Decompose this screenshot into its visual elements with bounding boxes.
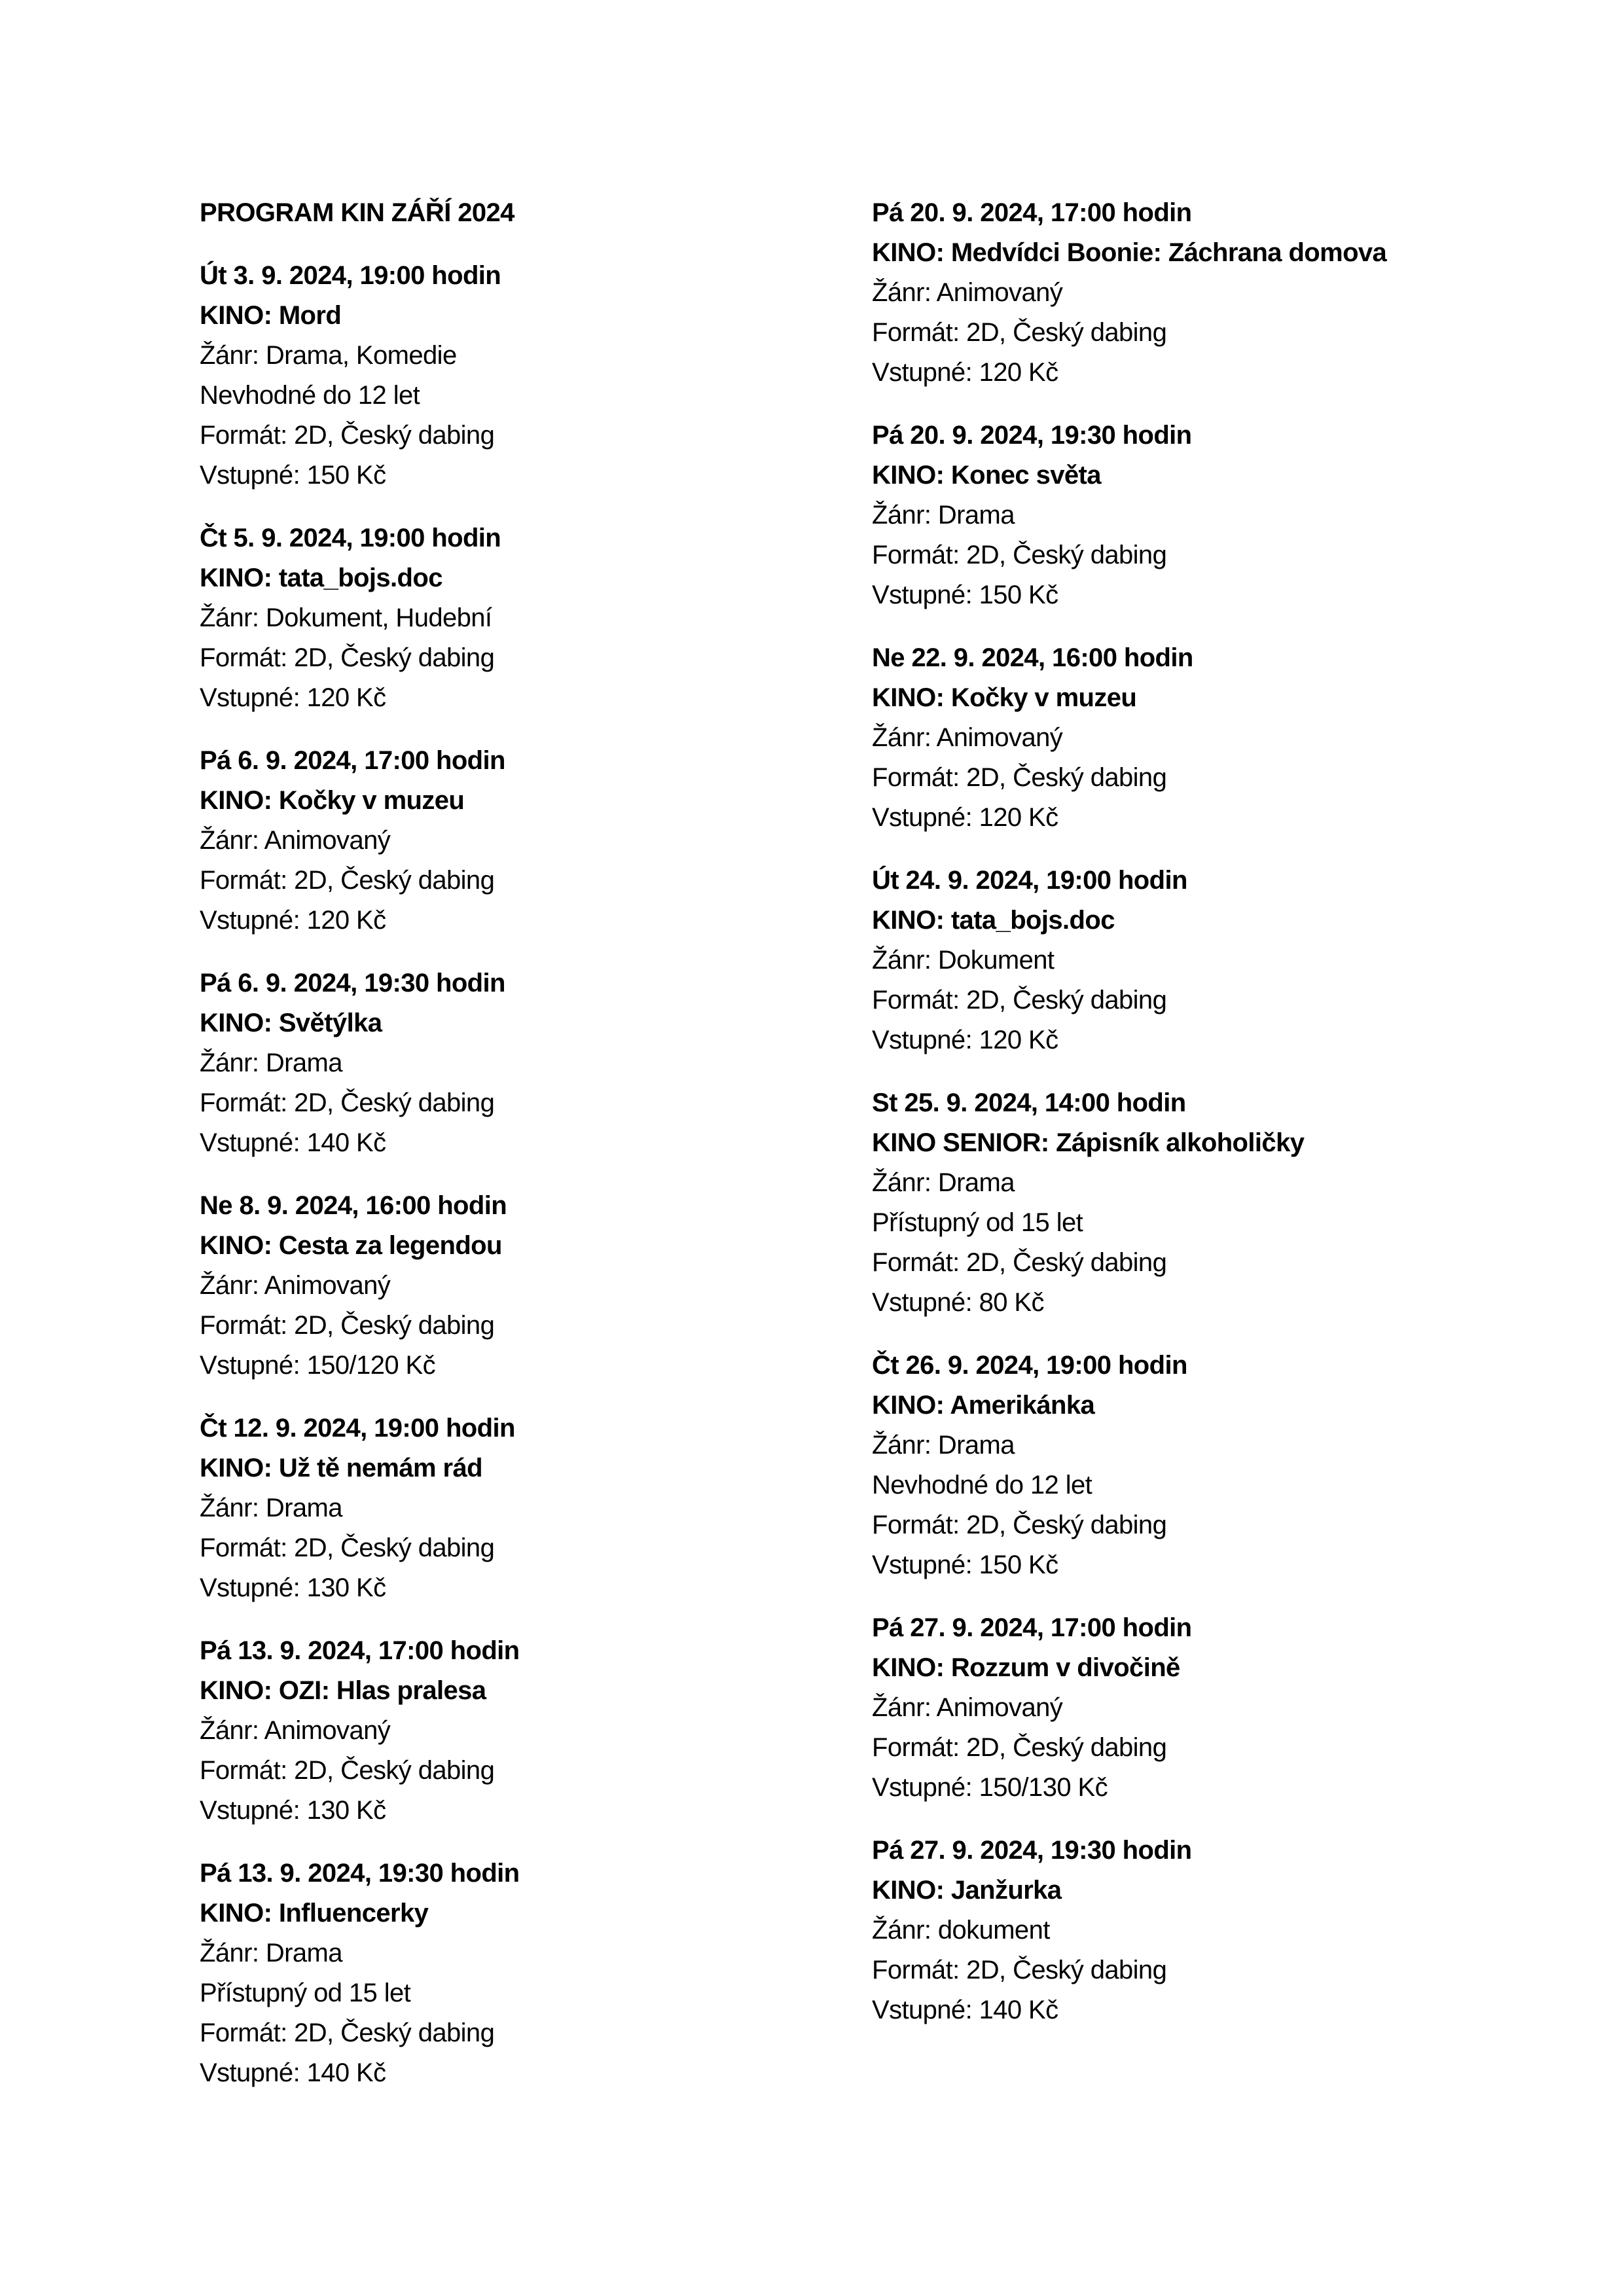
screening-film-title: KINO: Amerikánka bbox=[872, 1391, 1095, 1420]
screening-detail: Formát: 2D, Český dabing bbox=[872, 1956, 1167, 1984]
column-right bbox=[872, 193, 1464, 2053]
column-left bbox=[200, 193, 792, 2116]
screening-entry bbox=[200, 518, 792, 718]
screening-detail: Žánr: Drama bbox=[872, 1168, 1015, 1197]
screening-film-title: KINO: tata_bojs.doc bbox=[200, 564, 442, 592]
screening-detail: Vstupné: 150/130 Kč bbox=[872, 1773, 1108, 1802]
screening-detail: Formát: 2D, Český dabing bbox=[872, 1248, 1167, 1277]
screening-detail: Formát: 2D, Český dabing bbox=[872, 986, 1167, 1014]
page-title: PROGRAM KIN ZÁŘÍ 2024 bbox=[200, 198, 514, 227]
screening-film-title: KINO: Konec světa bbox=[872, 461, 1101, 490]
screening-entry bbox=[872, 1083, 1464, 1323]
screening-film-title: KINO: Rozzum v divočině bbox=[872, 1653, 1180, 1682]
screening-detail: Žánr: Animovaný bbox=[872, 278, 1063, 307]
screening-detail: Přístupný od 15 let bbox=[200, 1979, 411, 2007]
screening-datetime: Pá 20. 9. 2024, 19:30 hodin bbox=[872, 421, 1192, 450]
screening-detail: Vstupné: 150/120 Kč bbox=[200, 1351, 435, 1380]
screening-detail: Žánr: Animovaný bbox=[872, 1693, 1063, 1722]
screening-detail: Vstupné: 140 Kč bbox=[200, 2058, 386, 2087]
screening-detail: Formát: 2D, Český dabing bbox=[872, 763, 1167, 792]
screening-film-title: KINO: Kočky v muzeu bbox=[872, 683, 1137, 712]
screening-detail: Vstupné: 150 Kč bbox=[872, 1551, 1058, 1579]
screening-entry bbox=[200, 741, 792, 941]
screening-detail: Přístupný od 15 let bbox=[872, 1208, 1083, 1237]
screening-detail: Formát: 2D, Český dabing bbox=[200, 1311, 495, 1340]
screening-datetime: Pá 6. 9. 2024, 17:00 hodin bbox=[200, 746, 505, 775]
screening-detail: Vstupné: 130 Kč bbox=[200, 1573, 386, 1602]
screening-film-title: KINO: Medvídci Boonie: Záchrana domova bbox=[872, 238, 1387, 267]
screening-detail: Žánr: Drama bbox=[200, 1494, 342, 1522]
screening-detail: Formát: 2D, Český dabing bbox=[872, 1733, 1167, 1762]
screening-entry bbox=[872, 1608, 1464, 1808]
screening-detail: Formát: 2D, Český dabing bbox=[872, 1511, 1167, 1539]
screening-detail: Vstupné: 120 Kč bbox=[872, 358, 1058, 387]
two-column-layout bbox=[200, 193, 1467, 2116]
screening-datetime: Út 24. 9. 2024, 19:00 hodin bbox=[872, 866, 1187, 895]
screening-detail: Žánr: Drama bbox=[872, 501, 1015, 529]
screening-entry bbox=[200, 256, 792, 495]
screening-detail: Žánr: Animovaný bbox=[200, 1271, 391, 1300]
screening-detail: Formát: 2D, Český dabing bbox=[200, 2018, 495, 2047]
screening-datetime: Pá 13. 9. 2024, 17:00 hodin bbox=[200, 1636, 520, 1665]
screening-detail: Žánr: dokument bbox=[872, 1916, 1050, 1945]
screening-datetime: Pá 27. 9. 2024, 19:30 hodin bbox=[872, 1836, 1192, 1865]
screening-film-title: KINO SENIOR: Zápisník alkoholičky bbox=[872, 1128, 1305, 1157]
screening-datetime: Čt 5. 9. 2024, 19:00 hodin bbox=[200, 524, 501, 552]
screening-datetime: Pá 27. 9. 2024, 17:00 hodin bbox=[872, 1613, 1192, 1642]
screening-detail: Formát: 2D, Český dabing bbox=[200, 1088, 495, 1117]
screening-film-title: KINO: tata_bojs.doc bbox=[872, 906, 1115, 935]
screening-entry bbox=[872, 861, 1464, 1060]
screening-entry bbox=[200, 1854, 792, 2093]
screening-film-title: KINO: Už tě nemám rád bbox=[200, 1454, 482, 1482]
screening-datetime: Pá 6. 9. 2024, 19:30 hodin bbox=[200, 969, 505, 997]
screening-detail: Formát: 2D, Český dabing bbox=[200, 421, 495, 450]
screening-datetime: Ne 22. 9. 2024, 16:00 hodin bbox=[872, 643, 1193, 672]
screening-film-title: KINO: Janžurka bbox=[872, 1876, 1062, 1905]
screening-film-title: KINO: Influencerky bbox=[200, 1899, 429, 1928]
screening-detail: Žánr: Animovaný bbox=[200, 1716, 391, 1745]
screening-detail: Formát: 2D, Český dabing bbox=[872, 541, 1167, 569]
screening-detail: Formát: 2D, Český dabing bbox=[200, 1534, 495, 1562]
screening-film-title: KINO: Světýlka bbox=[200, 1009, 382, 1037]
screening-entry bbox=[200, 1408, 792, 1608]
screening-entry bbox=[872, 1831, 1464, 2030]
screening-film-title: KINO: Mord bbox=[200, 301, 342, 330]
screening-datetime: St 25. 9. 2024, 14:00 hodin bbox=[872, 1088, 1186, 1117]
screening-entry bbox=[200, 963, 792, 1163]
screening-detail: Nevhodné do 12 let bbox=[872, 1471, 1092, 1499]
screening-detail: Žánr: Dokument bbox=[872, 946, 1055, 975]
screening-datetime: Čt 26. 9. 2024, 19:00 hodin bbox=[872, 1351, 1187, 1380]
screening-detail: Vstupné: 120 Kč bbox=[872, 1026, 1058, 1054]
screening-detail: Vstupné: 130 Kč bbox=[200, 1796, 386, 1825]
screening-datetime: Čt 12. 9. 2024, 19:00 hodin bbox=[200, 1414, 515, 1443]
screening-detail: Vstupné: 150 Kč bbox=[200, 461, 386, 490]
screening-detail: Formát: 2D, Český dabing bbox=[200, 643, 495, 672]
screening-entry bbox=[200, 1631, 792, 1831]
screening-detail: Vstupné: 120 Kč bbox=[200, 906, 386, 935]
screening-detail: Nevhodné do 12 let bbox=[200, 381, 420, 410]
screening-detail: Vstupné: 140 Kč bbox=[200, 1128, 386, 1157]
screening-detail: Žánr: Drama bbox=[200, 1049, 342, 1077]
screening-detail: Žánr: Animovaný bbox=[200, 826, 391, 855]
screening-detail: Vstupné: 120 Kč bbox=[872, 803, 1058, 832]
screening-detail: Vstupné: 80 Kč bbox=[872, 1288, 1044, 1317]
screening-detail: Žánr: Animovaný bbox=[872, 723, 1063, 752]
screening-entry bbox=[200, 1186, 792, 1386]
screening-detail: Formát: 2D, Český dabing bbox=[872, 318, 1167, 347]
screening-film-title: KINO: OZI: Hlas pralesa bbox=[200, 1676, 486, 1705]
screening-entry bbox=[872, 1346, 1464, 1585]
screening-entry bbox=[872, 638, 1464, 838]
screening-datetime: Út 3. 9. 2024, 19:00 hodin bbox=[200, 261, 501, 290]
screening-datetime: Ne 8. 9. 2024, 16:00 hodin bbox=[200, 1191, 507, 1220]
screening-detail: Žánr: Drama, Komedie bbox=[200, 341, 457, 370]
screening-detail: Vstupné: 140 Kč bbox=[872, 1996, 1058, 2024]
screening-detail: Žánr: Drama bbox=[200, 1939, 342, 1967]
screening-film-title: KINO: Cesta za legendou bbox=[200, 1231, 502, 1260]
screening-detail: Formát: 2D, Český dabing bbox=[200, 866, 495, 895]
screening-detail: Žánr: Drama bbox=[872, 1431, 1015, 1460]
screening-datetime: Pá 13. 9. 2024, 19:30 hodin bbox=[200, 1859, 520, 1888]
screening-entry bbox=[872, 416, 1464, 615]
screening-film-title: KINO: Kočky v muzeu bbox=[200, 786, 465, 815]
screening-detail: Žánr: Dokument, Hudební bbox=[200, 603, 492, 632]
screening-entry bbox=[872, 193, 1464, 393]
screening-datetime: Pá 20. 9. 2024, 17:00 hodin bbox=[872, 198, 1192, 227]
screening-detail: Formát: 2D, Český dabing bbox=[200, 1756, 495, 1785]
screening-detail: Vstupné: 150 Kč bbox=[872, 581, 1058, 609]
screening-detail: Vstupné: 120 Kč bbox=[200, 683, 386, 712]
